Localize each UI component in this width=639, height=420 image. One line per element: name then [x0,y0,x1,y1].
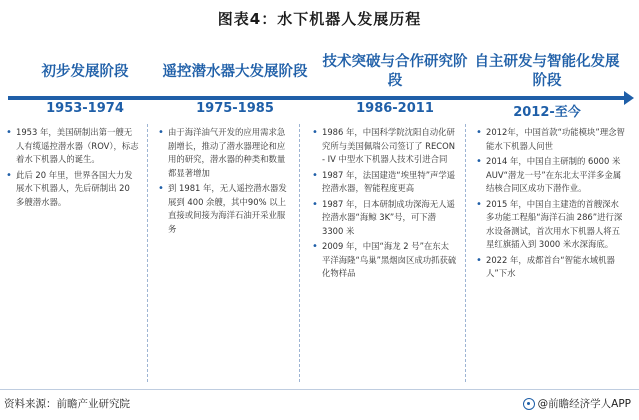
stage-2-details [152,124,300,382]
stage-4-heading: 自主研发与智能化发展阶段 [474,54,620,89]
timeline-arrow [8,96,628,100]
stage-3-item: • 1986 年，中国科学院沈阳自动化研究所与美国佩瑞公司签订了 RECON - IV 中型水下机器人技术引进合同 [322,126,457,167]
stage-4-item: • 2022 年，成都首台“智能水域机器人”下水 [486,254,627,281]
stage-3-heading: 技术突破与合作研究阶段 [322,54,468,89]
brand-credit [523,396,631,411]
stage-4-item: • 2014 年，中国自主研制的 6000 米 AUV“潜龙一号”在东北太平洋多金属结核合同区成功下潜作业。 [486,155,627,196]
stage-3-details [306,124,466,382]
stage-2-heading: 遥控潜水器大发展阶段 [162,63,308,80]
stage-3-item: • 1987 年，法国建造“埃里特”声学遥控潜水器，智能程度更高 [322,169,457,196]
stage-1-details [0,124,148,382]
stage-1-heading: 初步发展阶段 [41,63,129,80]
stage-3-period: 1986-2011 [356,101,434,116]
stage-1-item: • 此后 20 年里，世界各国大力发展水下机器人，先后研制出 20 多艘潜水器。 [16,169,139,210]
stage-1-item: • 1953 年，美国研制出第一艘无人有缆遥控潜水器（ROV），标志着水下机器人的诞生。 [16,126,139,167]
timeline-arrow-head [624,91,634,105]
stage-4-details [470,124,635,382]
source-note: 资料来源：前瞻产业研究院 [4,398,130,410]
stage-2-period: 1975-1985 [196,101,274,116]
chart-title: 图表4：水下机器人发展历程 [217,10,422,28]
footer-divider [0,389,639,390]
stage-4-item: • 2015 年，中国自主建造的首艘深水多功能工程船“海洋石油 286”进行深水设备测试，首次用水下机器人将五星红旗插入到 3000 米水深海底。 [486,198,627,252]
stage-2-item: • 到 1981 年，无人遥控潜水器发展到 400 余艘，其中90% 以上直接或间接为海洋石油开采业服务 [168,182,291,236]
brand-logo-icon [523,398,535,410]
stage-3-item: • 2009 年，中国“海龙 2 号”在东太平洋海隆“鸟巢”黑烟囱区成功抓获硫化物样品 [322,240,457,281]
stage-4-period: 2012-至今 [513,105,581,120]
stage-3-item: • 1987 年，日本研制成功深海无人遥控潜水器“海鲸 3K”号，可下潜 3300 米 [322,198,457,239]
stage-2-item: • 由于海洋油气开发的应用需求急剧增长，推动了潜水器理论和应用的研究，潜水器的种类和数量都显著增加 [168,126,291,180]
brand-label: @前瞻经济学人APP [537,398,631,410]
stage-4-item: • 2012年，中国首款“功能模块”理念智能水下机器人问世 [486,126,627,153]
stage-1-period: 1953-1974 [46,101,124,116]
